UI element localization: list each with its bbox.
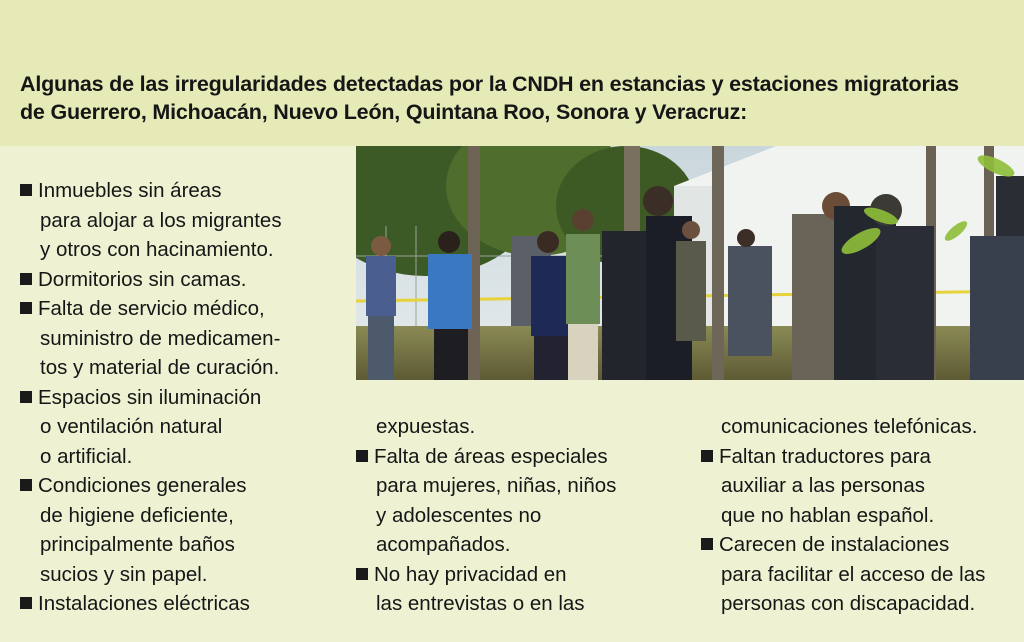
list-item-continuation bbox=[20, 235, 282, 265]
list-item-continuation bbox=[701, 471, 985, 501]
list-item-continuation bbox=[701, 589, 985, 619]
list-item bbox=[356, 442, 616, 472]
list-item-continuation bbox=[20, 324, 282, 354]
list-item-text: auxiliar a las personas bbox=[721, 474, 925, 497]
list-item bbox=[20, 265, 282, 295]
list-item-continuation bbox=[356, 589, 616, 619]
list-item-continuation bbox=[356, 501, 616, 531]
list-item-text: y adolescentes no bbox=[376, 503, 542, 527]
list-item-text: Carecen de instalaciones bbox=[719, 533, 950, 556]
list-item-text: Falta de áreas especiales bbox=[374, 444, 608, 468]
square-bullet-icon bbox=[20, 184, 32, 196]
square-bullet-icon bbox=[20, 391, 32, 403]
list-item-continuation bbox=[701, 412, 985, 442]
list-item-text: o artificial. bbox=[40, 444, 133, 468]
list-item bbox=[20, 294, 282, 324]
square-bullet-icon bbox=[356, 568, 368, 580]
list-item bbox=[356, 560, 616, 590]
list-item-text: sucios y sin papel. bbox=[40, 562, 208, 586]
list-item-continuation bbox=[20, 530, 282, 560]
list-item-continuation bbox=[20, 412, 282, 442]
list-item-continuation bbox=[701, 501, 985, 531]
column-2 bbox=[356, 412, 616, 619]
list-item-continuation bbox=[356, 530, 616, 560]
list-item-text: principalmente baños bbox=[40, 533, 235, 556]
square-bullet-icon bbox=[20, 302, 32, 314]
list-item-continuation bbox=[20, 442, 282, 472]
list-item-text: tos y material de curación. bbox=[40, 356, 280, 379]
list-item-text: Dormitorios sin camas. bbox=[38, 267, 247, 291]
square-bullet-icon bbox=[701, 450, 713, 462]
list-item-continuation bbox=[20, 560, 282, 590]
list-item bbox=[20, 383, 282, 413]
news-photo bbox=[356, 146, 1024, 380]
list-item-continuation bbox=[701, 560, 985, 590]
list-item-continuation bbox=[20, 206, 282, 236]
list-item-text: y otros con hacinamiento. bbox=[40, 238, 274, 261]
list-item-text: Falta de servicio médico, bbox=[38, 297, 265, 320]
list-item-continuation bbox=[20, 501, 282, 531]
list-item bbox=[20, 176, 282, 206]
list-item-text: o ventilación natural bbox=[40, 415, 223, 438]
column-1 bbox=[20, 176, 282, 619]
list-item-text: Espacios sin iluminación bbox=[38, 385, 262, 409]
list-item-text: para alojar a los migrantes bbox=[40, 208, 282, 232]
headline-line-2: de Guerrero, Michoacán, Nuevo León, Quintana Roo, Sonora y Veracruz: bbox=[20, 100, 748, 124]
list-item-text: acompañados. bbox=[376, 533, 511, 556]
list-item-text: Instalaciones eléctricas bbox=[38, 592, 250, 615]
list-item-text: que no hablan español. bbox=[721, 503, 935, 527]
photo-illustration bbox=[356, 146, 1024, 380]
square-bullet-icon bbox=[20, 479, 32, 491]
list-item-text: para mujeres, niñas, niños bbox=[376, 474, 617, 497]
list-item-continuation bbox=[356, 471, 616, 501]
list-item-text: de higiene deficiente, bbox=[40, 503, 234, 527]
square-bullet-icon bbox=[356, 450, 368, 462]
list-item bbox=[20, 471, 282, 501]
headline bbox=[20, 70, 1010, 126]
list-item-text: suministro de medicamen- bbox=[40, 326, 281, 350]
list-item-text: las entrevistas o en las bbox=[376, 592, 585, 615]
column-3 bbox=[701, 412, 985, 619]
list-item-continuation bbox=[356, 412, 616, 442]
list-item-continuation bbox=[20, 353, 282, 383]
list-item-text: comunicaciones telefónicas. bbox=[721, 415, 978, 438]
list-item-text: Faltan traductores para bbox=[719, 444, 931, 468]
list-item-text: No hay privacidad en bbox=[374, 562, 567, 586]
list-item bbox=[20, 589, 282, 619]
list-item bbox=[701, 530, 985, 560]
square-bullet-icon bbox=[20, 273, 32, 285]
square-bullet-icon bbox=[701, 538, 713, 550]
list-item-text: expuestas. bbox=[376, 415, 476, 438]
headline-line-1: Algunas de las irregularidades detectadas por la CNDH en estancias y estaciones migratorias bbox=[20, 72, 959, 96]
list-item-text: Inmuebles sin áreas bbox=[38, 179, 222, 202]
list-item-text: personas con discapacidad. bbox=[721, 592, 976, 615]
list-item bbox=[701, 442, 985, 472]
list-item-text: para facilitar el acceso de las bbox=[721, 562, 986, 586]
square-bullet-icon bbox=[20, 597, 32, 609]
list-item-text: Condiciones generales bbox=[38, 474, 247, 497]
